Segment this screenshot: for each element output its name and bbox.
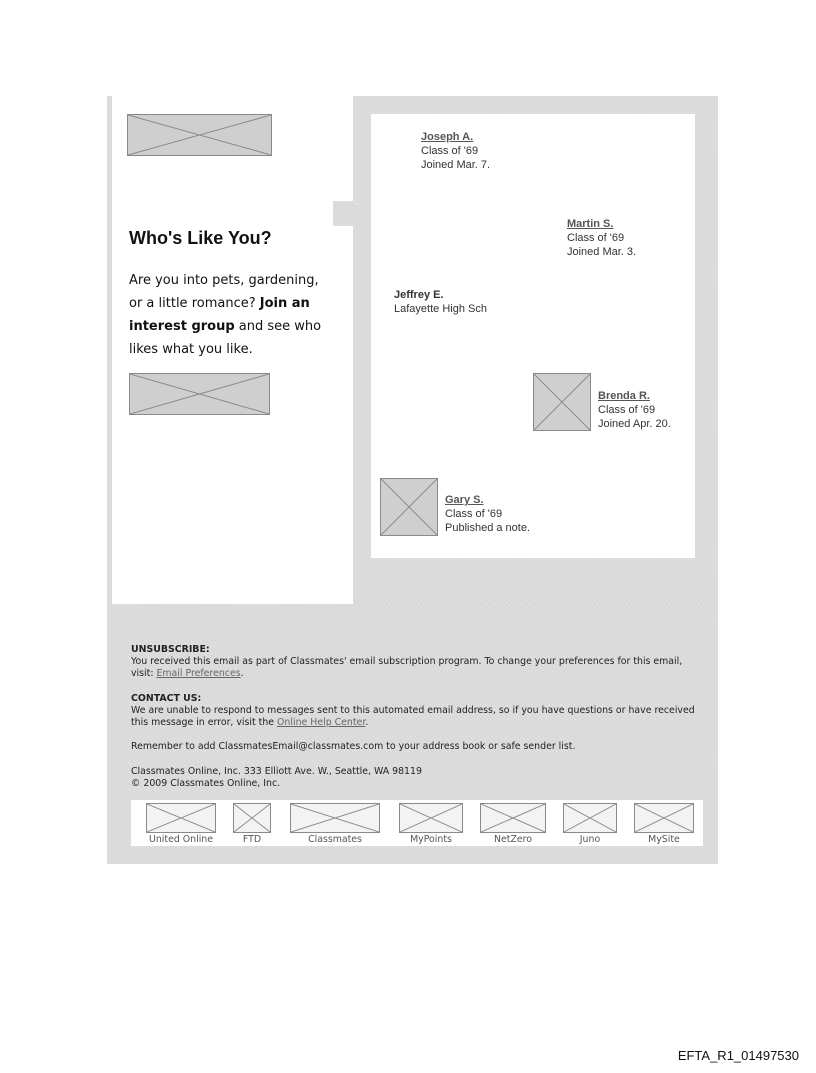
member-photo-placeholder[interactable] bbox=[380, 478, 438, 536]
partner-label: United Online bbox=[148, 834, 214, 845]
partner-label: Juno bbox=[579, 834, 601, 845]
feed-entry: Jeffrey E. Lafayette High Sch bbox=[394, 289, 487, 315]
section-title: Who's Like You? bbox=[129, 228, 272, 248]
partner-logo-united-online[interactable] bbox=[146, 803, 216, 833]
document-id: EFTA_R1_01497530 bbox=[677, 1048, 799, 1063]
section-description: Are you into pets, gardening, or a little romance? Join an interest group and see who likes what you like. bbox=[129, 273, 322, 357]
contact-heading: CONTACT US: bbox=[131, 693, 202, 704]
company-address: Classmates Online, Inc. 333 Elliott Ave. W., Seattle, WA 98119 bbox=[131, 766, 422, 777]
partner-label: MyPoints bbox=[410, 834, 452, 845]
member-name-link[interactable]: Joseph A. bbox=[421, 131, 474, 143]
partner-label: FTD bbox=[242, 834, 262, 845]
help-center-link[interactable]: Online Help Center bbox=[277, 717, 366, 728]
feed-entry: Gary S. Class of '69 Published a note. bbox=[445, 494, 531, 534]
join-group-link[interactable]: Join an interest group bbox=[129, 296, 310, 334]
contact-block: CONTACT US: We are unable to respond to messages sent to this automated email address, so if you have questions or have received this message in error, visit the Online Help Center. bbox=[131, 693, 695, 728]
member-name-link[interactable]: Martin S. bbox=[567, 218, 614, 230]
unsubscribe-heading: UNSUBSCRIBE: bbox=[131, 644, 210, 655]
join-button-image-placeholder[interactable] bbox=[129, 373, 270, 415]
partner-logo-juno[interactable] bbox=[563, 803, 617, 833]
partner-logo-ftd[interactable] bbox=[233, 803, 271, 833]
copyright: © 2009 Classmates Online, Inc. bbox=[131, 778, 281, 789]
member-photo-placeholder[interactable] bbox=[533, 373, 591, 431]
partner-logo-netzero[interactable] bbox=[480, 803, 546, 833]
partner-logo-mypoints[interactable] bbox=[399, 803, 463, 833]
header-image-placeholder bbox=[127, 114, 272, 156]
partner-logo-classmates[interactable] bbox=[290, 803, 380, 833]
panel-tab bbox=[333, 201, 353, 226]
feed-entry: Joseph A. Class of '69 Joined Mar. 7. bbox=[421, 131, 491, 171]
partner-label: NetZero bbox=[493, 834, 533, 845]
member-name-link[interactable]: Gary S. bbox=[445, 494, 484, 506]
member-name: Jeffrey E. bbox=[394, 289, 444, 301]
unsubscribe-block: UNSUBSCRIBE: You received this email as part of Classmates' email subscription program. To change your preferences for this email, visit: Email Preferences. bbox=[131, 644, 683, 679]
email-preferences-link[interactable]: Email Preferences bbox=[156, 668, 241, 679]
partner-label: Classmates bbox=[308, 834, 362, 845]
feed-entry: Brenda R. Class of '69 Joined Apr. 20. bbox=[598, 390, 671, 430]
partner-label: MySite bbox=[648, 834, 680, 845]
feed-entry: Martin S. Class of '69 Joined Mar. 3. bbox=[567, 218, 637, 258]
member-name-link[interactable]: Brenda R. bbox=[598, 390, 650, 402]
address-book-note: Remember to add ClassmatesEmail@classmates.com to your address book or safe sender list. bbox=[131, 741, 576, 752]
partner-logo-mysite[interactable] bbox=[634, 803, 694, 833]
